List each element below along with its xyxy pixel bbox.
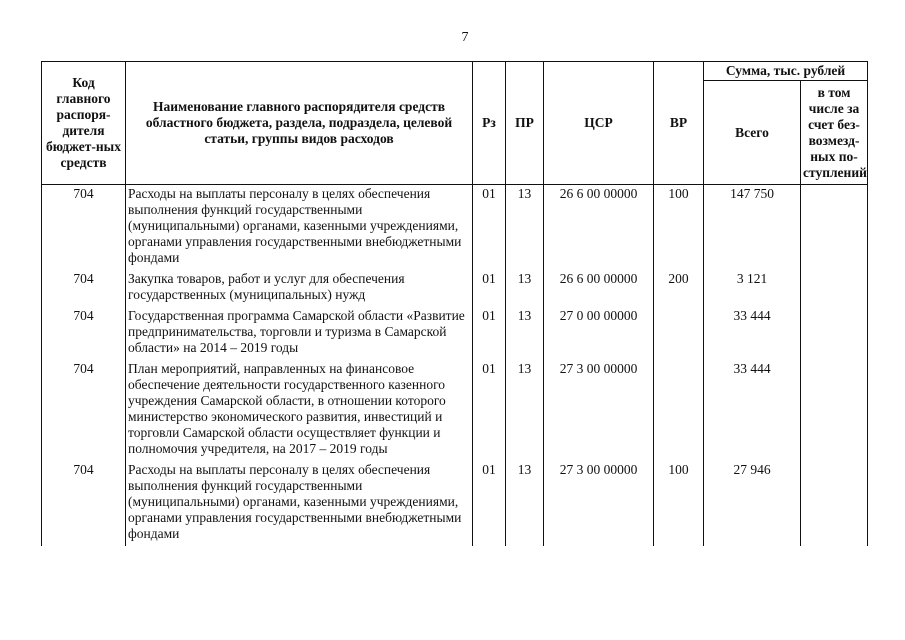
- header-vr: ВР: [654, 62, 704, 185]
- cell-pr: 13: [506, 270, 544, 307]
- cell-rz: 01: [473, 461, 506, 546]
- cell-code: 704: [42, 270, 126, 307]
- table-row: [42, 270, 868, 307]
- cell-code: 704: [42, 360, 126, 461]
- cell-name: План мероприятий, направленных на финансовое обеспечение деятельности государственного казенного учреждения Самарской области, в отношении которого министерство экономического развития, инвестиций и торговли Самарской области осуществляет функции и полномочия учредителя, на 2017 – 2019 годы: [126, 360, 473, 461]
- page-number: 7: [461, 30, 469, 45]
- cell-vr: [654, 360, 704, 461]
- cell-vr: 100: [654, 461, 704, 546]
- cell-csr: 27 3 00 00000: [544, 461, 654, 546]
- cell-code: 704: [42, 185, 126, 271]
- cell-pr: 13: [506, 461, 544, 546]
- cell-rz: 01: [473, 360, 506, 461]
- table-row: [42, 307, 868, 360]
- cell-csr: 26 6 00 00000: [544, 185, 654, 271]
- cell-total: 147 750: [704, 185, 801, 271]
- table-row: [42, 360, 868, 461]
- cell-incl: [801, 185, 868, 271]
- cell-incl: [801, 270, 868, 307]
- cell-name: Закупка товаров, работ и услуг для обеспечения государственных (муниципальных) нужд: [126, 270, 473, 307]
- header-pr: ПР: [506, 62, 544, 185]
- budget-table: [41, 61, 868, 546]
- cell-csr: 26 6 00 00000: [544, 270, 654, 307]
- cell-incl: [801, 360, 868, 461]
- cell-rz: 01: [473, 307, 506, 360]
- header-incl: в том числе за счет без-возмезд-ных по-ступлений: [801, 81, 868, 185]
- header-sum-group: Сумма, тыс. рублей: [704, 62, 868, 81]
- header-rz: Рз: [473, 62, 506, 185]
- cell-name: Расходы на выплаты персоналу в целях обеспечения выполнения функций государственными (муниципальными) органами, казенными учреждениями, органами управления государственными внебюджетными фондами: [126, 461, 473, 546]
- cell-pr: 13: [506, 360, 544, 461]
- cell-code: 704: [42, 461, 126, 546]
- cell-pr: 13: [506, 307, 544, 360]
- cell-csr: 27 0 00 00000: [544, 307, 654, 360]
- cell-incl: [801, 461, 868, 546]
- cell-rz: 01: [473, 185, 506, 271]
- cell-vr: 100: [654, 185, 704, 271]
- cell-vr: [654, 307, 704, 360]
- cell-csr: 27 3 00 00000: [544, 360, 654, 461]
- cell-total: 33 444: [704, 360, 801, 461]
- cell-total: 3 121: [704, 270, 801, 307]
- header-code: Код главного распоря-дителя бюджет-ных средств: [42, 62, 126, 185]
- header-total: Всего: [704, 81, 801, 185]
- cell-code: 704: [42, 307, 126, 360]
- cell-name: Расходы на выплаты персоналу в целях обеспечения выполнения функций государственными (муниципальными) органами, казенными учреждениями, органами управления государственными внебюджетными фондами: [126, 185, 473, 271]
- cell-incl: [801, 307, 868, 360]
- cell-vr: 200: [654, 270, 704, 307]
- cell-total: 33 444: [704, 307, 801, 360]
- header-csr: ЦСР: [544, 62, 654, 185]
- table-row: [42, 461, 868, 546]
- cell-name: Государственная программа Самарской области «Развитие предпринимательства, торговли и туризма в Самарской области» на 2014 – 2019 годы: [126, 307, 473, 360]
- cell-pr: 13: [506, 185, 544, 271]
- header-name: Наименование главного распорядителя средств областного бюджета, раздела, подраздела, целевой статьи, группы видов расходов: [126, 62, 473, 185]
- table-body: [42, 185, 868, 547]
- cell-rz: 01: [473, 270, 506, 307]
- cell-total: 27 946: [704, 461, 801, 546]
- table-row: [42, 185, 868, 271]
